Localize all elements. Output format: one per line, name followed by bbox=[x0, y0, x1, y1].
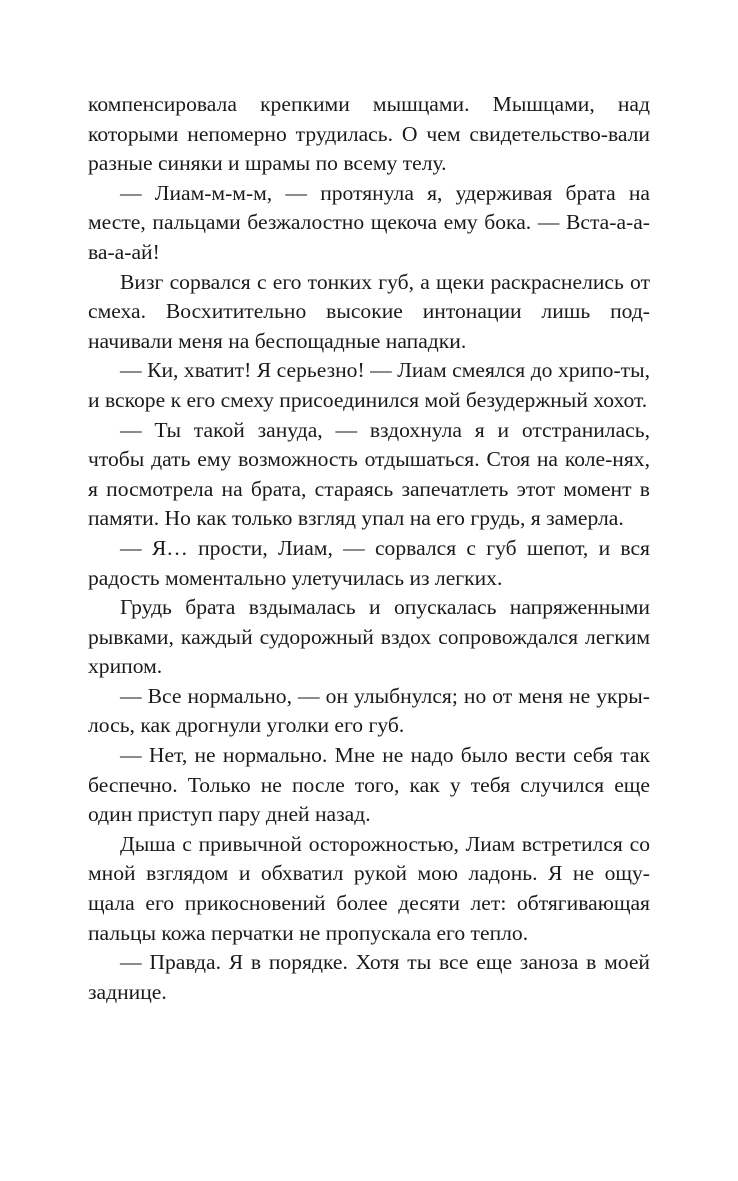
book-page bbox=[88, 90, 650, 1007]
paragraph-glove: Дыша с привычной осторожностью, Лиам встретился со мной взглядом и обхватил рукой мою ладонь. Я не ощу-щала его прикосновений более десяти лет: обтягивающая пальцы кожа перчатки не пропускала его тепло. bbox=[88, 831, 650, 945]
paragraph-continuation: компенсировала крепкими мышцами. Мышцами, над которыми непомерно трудилась. О чем свидетельство-вали разные синяки и шрамы по всему телу. bbox=[88, 92, 650, 176]
paragraph-breathing: Грудь брата вздымалась и опускалась напряженными рывками, каждый судорожный вздох сопровождался легким хрипом. bbox=[88, 595, 650, 679]
paragraph-dialogue-not-fine: — Нет, не нормально. Мне не надо было вести себя так беспечно. Только не после того, как у тебя случился еще один приступ пару дней назад. bbox=[88, 743, 650, 827]
paragraph-dialogue-really: — Правда. Я в порядке. Хотя ты все еще заноза в моей заднице. bbox=[88, 950, 650, 1004]
paragraph-dialogue-enough: — Ки, хватит! Я серьезно! — Лиам смеялся до хрипо-ты, и вскоре к его смеху присоединился мой безудержный хохот. bbox=[88, 358, 650, 412]
paragraph-dialogue-bore: — Ты такой зануда, — вздохнула я и отстранилась, чтобы дать ему возможность отдышаться. Стоя на коле-нях, я посмотрела на брата, стараясь запечатлеть этот момент в памяти. Но как только взгляд упал на его грудь, я замерла. bbox=[88, 417, 650, 531]
paragraph-dialogue-fine: — Все нормально, — он улыбнулся; но от меня не укры-лось, как дрогнули уголки его губ. bbox=[88, 683, 650, 738]
paragraph-dialogue-liam-tickle: — Лиам-м-м-м, — протянула я, удерживая брата на месте, пальцами безжалостно щекоча ему бока. — Вста-а-а-ва-а-ай! bbox=[88, 180, 650, 264]
paragraph-squeal: Визг сорвался с его тонких губ, а щеки раскраснелись от смеха. Восхитительно высокие интонации лишь под-начивали меня на беспощадные нападки. bbox=[88, 269, 650, 353]
paragraph-dialogue-sorry: — Я… прости, Лиам, — сорвался с губ шепот, и вся радость моментально улетучилась из легких. bbox=[88, 535, 650, 590]
